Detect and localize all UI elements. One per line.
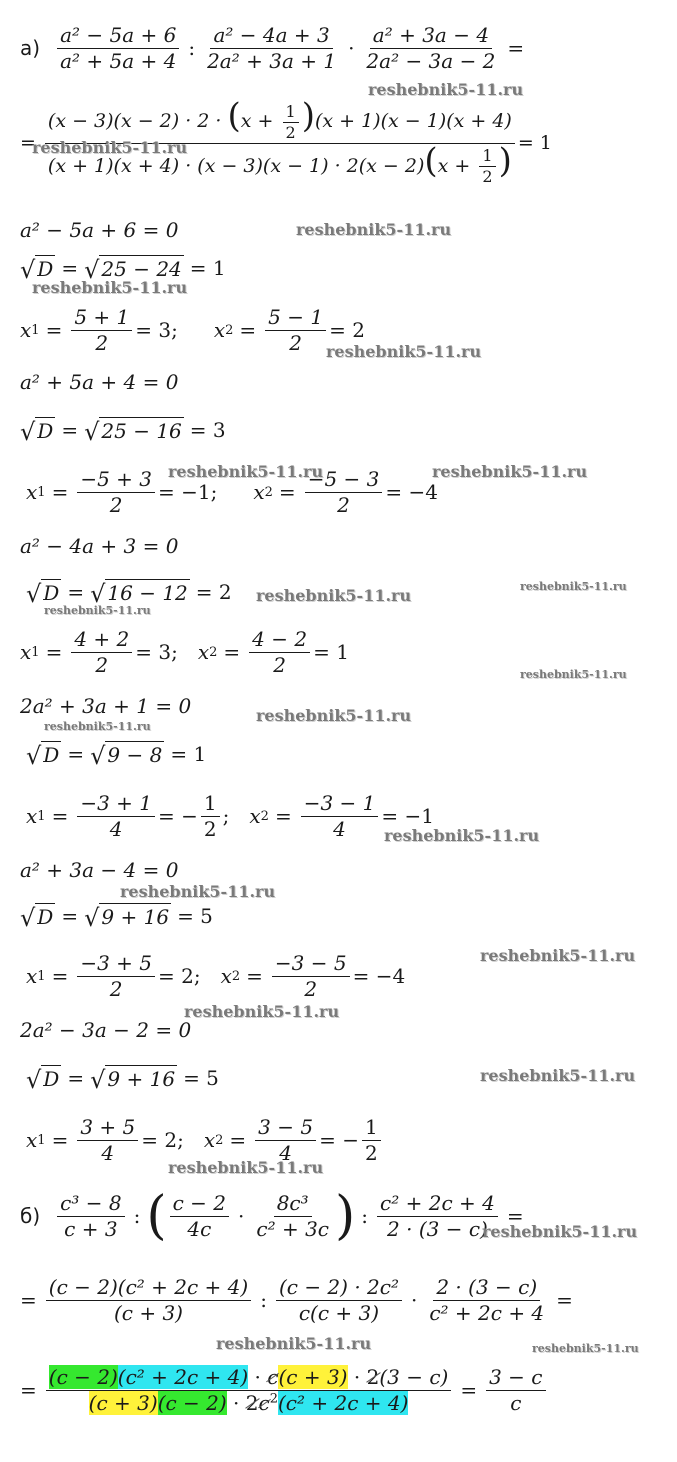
half-fraction: $\frac{1}{2}$: [283, 102, 299, 143]
discriminant-3: √ D = √ 16 − 12 = 2: [26, 579, 232, 608]
watermark: reshebnik5-11.ru: [168, 1158, 324, 1177]
roots-4: x 1 = $\frac{-3 + 1}{4}$ = − $\frac{1}{2}$ ; x 2 = $\frac{-3 - 1}{4}$ = −1: [26, 790, 434, 841]
watermark: reshebnik5-11.ru: [520, 668, 627, 681]
b-final-fraction: $\frac{3 - c}{c}$: [486, 1365, 545, 1416]
a-result: = 1: [517, 132, 552, 154]
watermark: reshebnik5-11.ru: [216, 1334, 372, 1353]
equation-6: 2a² − 3a − 2 = 0: [20, 1018, 192, 1042]
watermark: reshebnik5-11.ru: [480, 1066, 636, 1085]
watermark: reshebnik5-11.ru: [44, 604, 151, 617]
equation-4: 2a² + 3a + 1 = 0: [20, 694, 192, 718]
watermark: reshebnik5-11.ru: [480, 946, 636, 965]
a-fraction-3: $\frac{\text{a² + 3a − 4}}{\text{2a² − 3a − 2}}$: [366, 22, 496, 73]
part-a-label: а): [20, 36, 41, 60]
b-factored-line: = $\frac{\text{(c − 2)(c² + 2c + 4)}}{(c + 3)}$ : $\frac{\text{(c − 2) · 2c²}}{c(c + 3)}$ · $\frac{2 \cdot (3 - c)}{\text{c² + 2c + 4}}$ =: [20, 1274, 573, 1325]
roots-6: x 1 = $\frac{3 + 5}{4}$ = 2; x 2 = $\frac{3 - 5}{4}$ = − $\frac{1}{2}$: [0, 1110, 677, 1170]
discriminant-5: √ D = √ 9 + 16 = 5: [20, 903, 213, 932]
a-fraction-2: $\frac{\text{a² − 4a + 3}}{\text{2a² + 3a + 1}}$: [207, 22, 337, 73]
watermark: reshebnik5-11.ru: [296, 220, 452, 239]
discriminant-4: √ D = √ 9 − 8 = 1: [26, 741, 207, 770]
watermark: reshebnik5-11.ru: [256, 706, 412, 725]
a-fraction-1: $\frac{\text{a² − 5a + 6}}{\text{a² + 5a + 4}}$: [57, 23, 179, 74]
watermark: reshebnik5-11.ru: [32, 278, 188, 297]
roots-5: x 1 = $\frac{-3 + 5}{2}$ = 2; x 2 = $\frac{-3 - 5}{2}$ = −4: [26, 950, 406, 1001]
watermark: reshebnik5-11.ru: [384, 826, 540, 845]
watermark: reshebnik5-11.ru: [532, 1342, 639, 1355]
equation-1: a² − 5a + 6 = 0: [20, 218, 179, 242]
watermark: reshebnik5-11.ru: [326, 342, 482, 361]
watermark: reshebnik5-11.ru: [368, 80, 524, 99]
roots-1: x 1 = $\frac{5 + 1}{2}$ = 3; x 2 = $\frac{5 - 1}{2}$ = 2: [20, 304, 365, 355]
a-big-fraction: (x − 3)(x − 2) · 2 · (x + $\frac{1}{2}$ )(x + 1)(x − 1)(x + 4) (x + 1)(x + 4) · (x − 3)(x − 1) · 2(x − 2)(x + $\frac{1}{2}$ ): [45, 99, 515, 187]
watermark: reshebnik5-11.ru: [432, 462, 588, 481]
watermark: reshebnik5-11.ru: [168, 462, 324, 481]
equation-5: a² + 3a − 4 = 0: [20, 858, 179, 882]
equation-2: a² + 5a + 4 = 0: [20, 370, 179, 394]
watermark: reshebnik5-11.ru: [120, 882, 276, 901]
discriminant-2: √ D = √ 25 − 16 = 3: [20, 417, 226, 446]
discriminant-1: √ D = √ 25 − 24 = 1: [20, 255, 226, 284]
discriminant-6: √ D = √ 9 + 16 = 5: [26, 1065, 219, 1094]
roots-3: x 1 = $\frac{4 + 2}{2}$ = 3; x 2 = $\frac{4 - 2}{2}$ = 1: [20, 626, 349, 677]
watermark: reshebnik5-11.ru: [482, 1222, 638, 1241]
b-highlight-fraction: $\frac{\text{(c − 2)(c² + 2c + 4) · c(c + 3) · 2(3 − c)}}{(c + 3)(c - 2) \cdot 2c^2(c^2 + 2c + 4)}$: [46, 1365, 452, 1416]
a-expression-line: а) $\frac{\text{a² − 5a + 6}}{\text{a² + 5a + 4}}$ : $\frac{\text{a² − 4a + 3}}{\text{2a² + 3a + 1}}$ · $\frac{\text{a² + 3a − 4}}{\text{2a² − 3a − 2}}$ =: [20, 22, 525, 73]
watermark: reshebnik5-11.ru: [44, 720, 151, 733]
watermark: reshebnik5-11.ru: [520, 580, 627, 593]
watermark: reshebnik5-11.ru: [32, 138, 188, 157]
watermark: reshebnik5-11.ru: [256, 586, 412, 605]
part-b-label: б): [20, 1204, 41, 1228]
a-factored-line: = (x − 3)(x − 2) · 2 · (x + $\frac{1}{2}$ )(x + 1)(x − 1)(x + 4) (x + 1)(x + 4) · (x − 3)(x − 1) · 2(x − 2)(x + $\frac{1}{2}$ ) = 1: [20, 96, 552, 186]
b-cancel-line: = $\frac{\text{(c − 2)(c² + 2c + 4) · c(c + 3) · 2(3 − c)}}{(c + 3)(c - 2) \cdot 2c^2(c^2 + 2c + 4)}$ = $\frac{3 - c}{c}$: [0, 1360, 677, 1420]
roots-2: x 1 = $\frac{-5 + 3}{2}$ = −1; x 2 = $\frac{-5 - 3}{2}$ = −4: [26, 466, 438, 517]
half-fraction: $\frac{1}{2}$: [479, 146, 495, 187]
equation-3: a² − 4a + 3 = 0: [20, 534, 179, 558]
b-expression-line: б) $\frac{\text{c³ − 8}}{c + 3}$ : ( $\frac{c - 2}{4c}$ · $\frac{\text{8c³}}{\text{c² + 3c}}$ ) : $\frac{\text{c² + 2c + 4}}{2 \cdot (3 - c)}$ =: [20, 1186, 524, 1246]
watermark: reshebnik5-11.ru: [184, 1002, 340, 1021]
